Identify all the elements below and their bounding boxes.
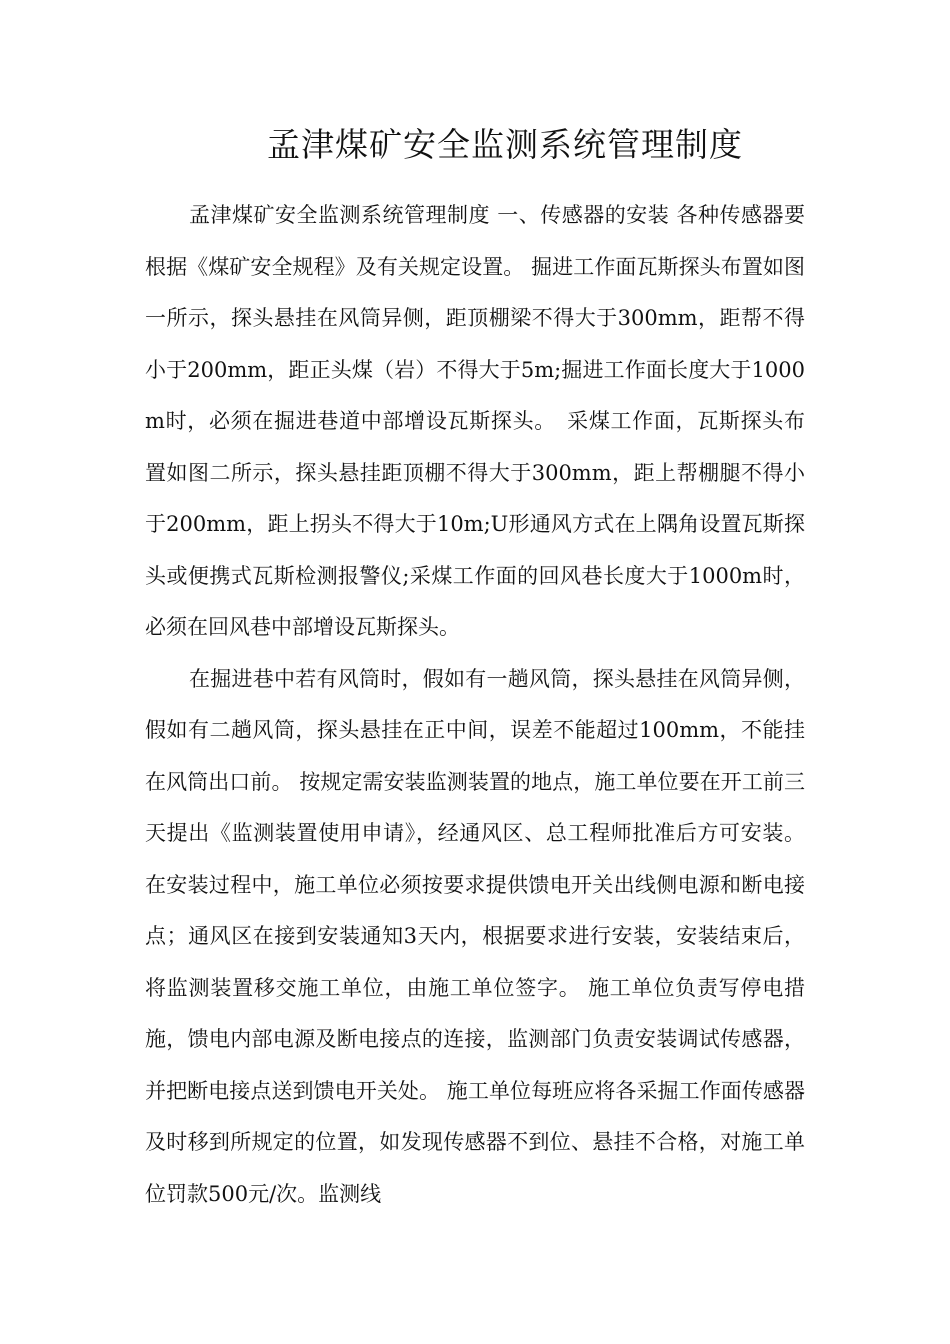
paragraph-1: 孟津煤矿安全监测系统管理制度 一、传感器的安装 各种传感器要根据《煤矿安全规程》及有关规定设置。 掘进工作面瓦斯探头布置如图一所示，探头悬挂在风筒异侧，距顶棚梁不得大于300mm，距帮不得小于200mm，距正头煤（岩）不得大于5m;掘进工作面长度大于1000m时，必须在掘进巷道中部增设瓦斯探头。 采煤工作面，瓦斯探头布置如图二所示，探头悬挂距顶棚不得大于300mm，距上帮棚腿不得小于200mm，距上拐头不得大于10m;U形通风方式在上隅角设置瓦斯探头或便携式瓦斯检测报警仪;采煤工作面的回风巷长度大于1000m时，必须在回风巷中部增设瓦斯探头。 [145, 203, 805, 639]
document-title: 孟津煤矿安全监测系统管理制度 [267, 125, 743, 164]
document-body [145, 190, 805, 1220]
paragraph-2: 在掘进巷中若有风筒时，假如有一趟风筒，探头悬挂在风筒异侧，假如有二趟风筒，探头悬挂在正中间，误差不能超过100mm，不能挂在风筒出口前。 按规定需安装监测装置的地点，施工单位要在开工前三天提出《监测装置使用申请》，经通风区、总工程师批准后方可安装。在安装过程中，施工单位必须按要求提供馈电开关出线侧电源和断电接点；通风区在接到安装通知3天内，根据要求进行安装，安装结束后，将监测装置移交施工单位，由施工单位签字。 施工单位负责写停电措施，馈电内部电源及断电接点的连接，监测部门负责安装调试传感器，并把断电接点送到馈电开关处。 施工单位每班应将各采掘工作面传感器及时移到所规定的位置，如发现传感器不到位、悬挂不合格，对施工单位罚款500元/次。监测线 [145, 666, 805, 1206]
